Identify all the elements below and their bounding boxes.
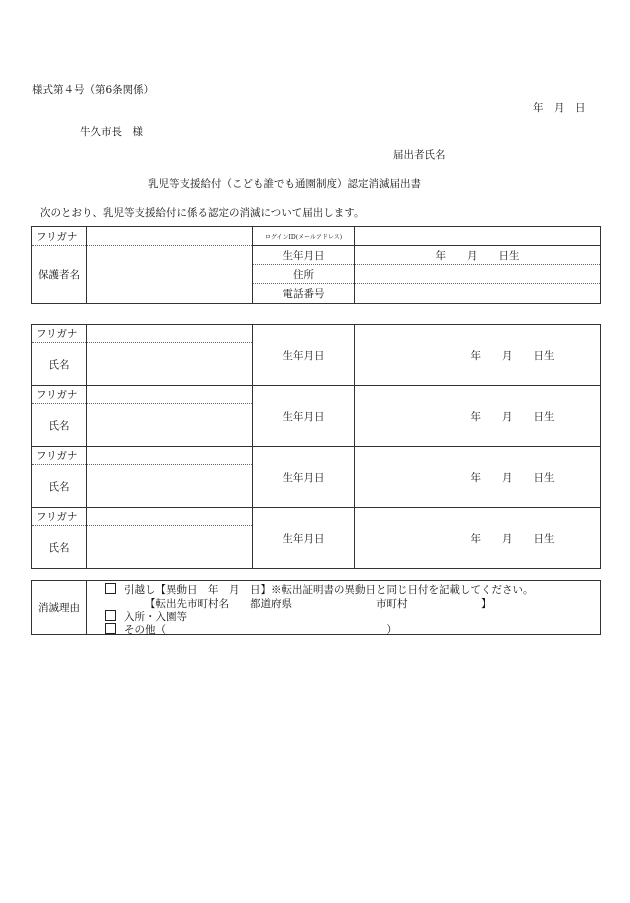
guardian-phone-field[interactable] <box>355 284 601 304</box>
guardian-phone-label: 電話番号 <box>253 284 355 304</box>
child-birth-label: 生年月日 <box>253 386 355 447</box>
child-name-label: 氏名 <box>32 526 87 569</box>
reason-option-other[interactable]: その他（ ） <box>105 622 397 637</box>
guardian-furigana-field[interactable] <box>87 227 253 246</box>
guardian-address-label: 住所 <box>253 265 355 284</box>
child-birth-label: 生年月日 <box>253 325 355 386</box>
guardian-birth-label: 生年月日 <box>253 246 355 265</box>
guardian-address-field[interactable] <box>355 265 601 284</box>
guardian-birth-field[interactable]: 年 月 日生 <box>355 246 601 265</box>
child-birth-field[interactable]: 年 月 日生 <box>355 508 601 569</box>
reason-option-enrollment[interactable]: 入所・入園等 <box>105 609 187 624</box>
applicant-name-label: 届出者氏名 <box>393 149 446 161</box>
child-furigana-label: フリガナ <box>32 386 87 404</box>
child-name-field[interactable] <box>87 526 253 569</box>
child-name-label: 氏名 <box>32 465 87 508</box>
guardian-table <box>31 226 601 304</box>
intro-text: 次のとおり、乳児等支援給付に係る認定の消滅について届出します。 <box>40 207 365 219</box>
reason-option-move[interactable]: 引越し【異動日 年 月 日】※転出証明書の異動日と同じ日付を記載してください。 <box>105 582 534 597</box>
child-name-field[interactable] <box>87 465 253 508</box>
checkbox-icon[interactable] <box>105 610 116 621</box>
child-furigana-label: フリガナ <box>32 508 87 526</box>
addressee: 牛久市長 様 <box>80 126 143 138</box>
child-furigana-field[interactable] <box>87 447 253 465</box>
guardian-name-field[interactable] <box>87 246 253 304</box>
children-table <box>31 324 601 569</box>
login-id-field[interactable] <box>355 227 601 246</box>
login-id-label: ログインID(メールアドレス) <box>253 227 355 246</box>
child-name-field[interactable] <box>87 343 253 386</box>
reason-label: 消滅理由 <box>32 581 87 635</box>
reason-option-move-destination: 【転出先市町村名 都道府県 市町村 】 <box>145 598 492 610</box>
guardian-furigana-label: フリガナ <box>32 227 87 246</box>
child-furigana-label: フリガナ <box>32 325 87 343</box>
guardian-name-label: 保護者名 <box>32 246 87 304</box>
child-birth-field[interactable]: 年 月 日生 <box>355 447 601 508</box>
child-name-field[interactable] <box>87 404 253 447</box>
child-birth-label: 生年月日 <box>253 508 355 569</box>
checkbox-icon[interactable] <box>105 623 116 634</box>
child-furigana-field[interactable] <box>87 386 253 404</box>
checkbox-icon[interactable] <box>105 583 116 594</box>
form-number: 様式第４号（第6条関係） <box>32 84 155 96</box>
child-birth-label: 生年月日 <box>253 447 355 508</box>
child-furigana-field[interactable] <box>87 325 253 343</box>
child-birth-field[interactable]: 年 月 日生 <box>355 325 601 386</box>
child-furigana-label: フリガナ <box>32 447 87 465</box>
reason-table <box>31 580 601 635</box>
reason-options <box>87 581 601 635</box>
child-furigana-field[interactable] <box>87 508 253 526</box>
document-title: 乳児等支援給付（こども誰でも通園制度）認定消滅届出書 <box>148 178 421 190</box>
child-name-label: 氏名 <box>32 343 87 386</box>
date-line: 年 月 日 <box>533 102 586 114</box>
child-name-label: 氏名 <box>32 404 87 447</box>
child-birth-field[interactable]: 年 月 日生 <box>355 386 601 447</box>
